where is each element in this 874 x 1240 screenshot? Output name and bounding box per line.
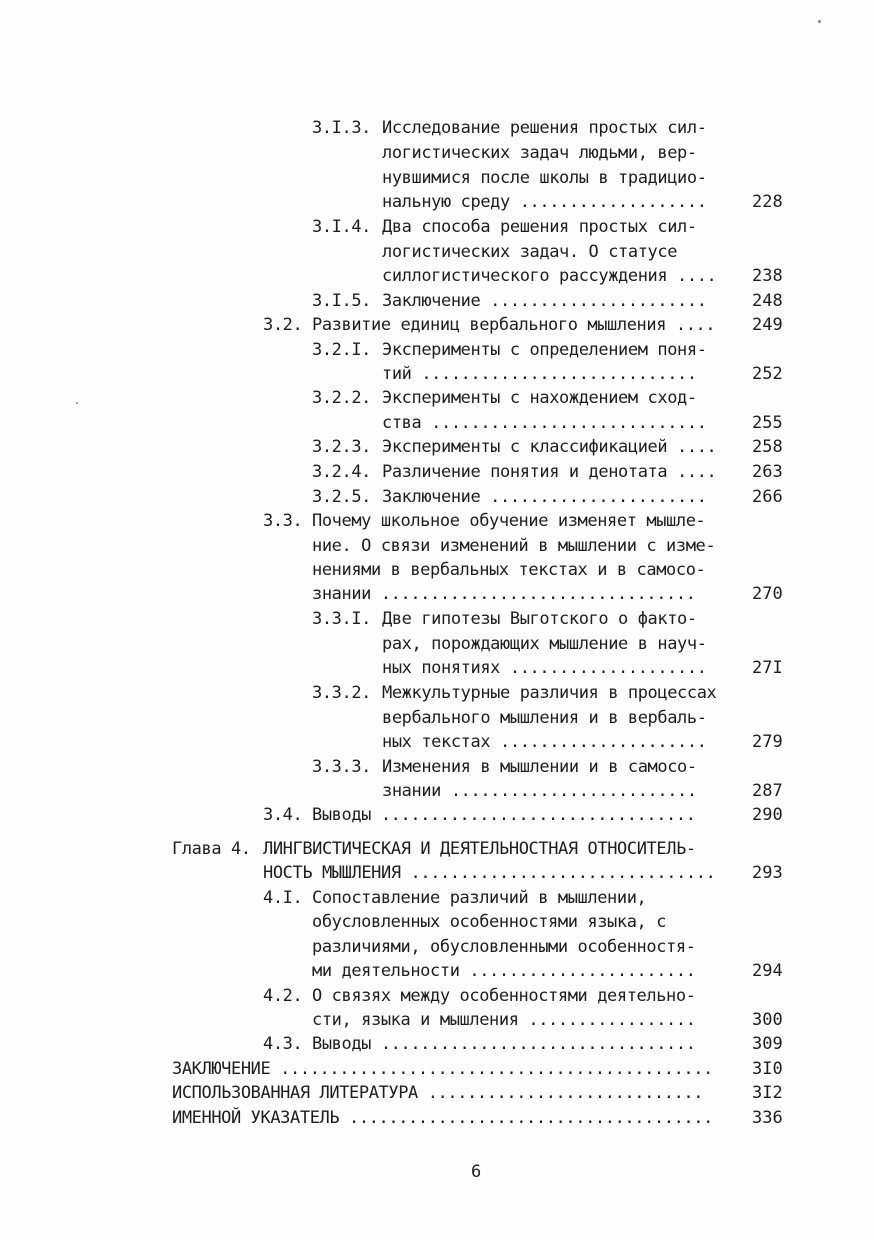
entry-title-line: Почему школьное обучение изменяет мышле- (312, 511, 706, 531)
entry-page-number: 287 (752, 781, 783, 801)
entry-title-line: Межкультурные различия в процессах (382, 683, 717, 703)
entry-title-line: О связях между особенностями деятельно- (312, 986, 696, 1006)
entry-page-number: 300 (752, 1010, 783, 1030)
entry-page-number: 248 (752, 291, 783, 311)
entry-title-line: вербального мышления и в вербаль- (382, 708, 707, 728)
entry-number: 3.I.3. (312, 118, 372, 138)
entry-title-line: Изменения в мышлении и в самосо- (382, 757, 697, 777)
entry-title-line: обусловленных особенностями языка, с (312, 912, 667, 932)
entry-number: 4.2. (263, 986, 303, 1006)
entry-title-line: нениями в вербальных текстах и в самосо- (312, 560, 706, 580)
entry-title-line: Эксперименты с классификацией .... (382, 437, 717, 457)
entry-page-number: 263 (752, 462, 783, 482)
entry-number: 3.I.4. (312, 217, 372, 237)
entry-title-line: знании ......................... (382, 781, 697, 801)
page-number: 6 (471, 1162, 482, 1182)
entry-number: 3.2. (263, 315, 303, 335)
backmatter-title: ИМЕННОЙ УКАЗАТЕЛЬ ..................................... (172, 1108, 713, 1128)
entry-title-line: Выводы ................................ (312, 805, 696, 825)
entry-title-line: силлогистического рассуждения .... (382, 266, 717, 286)
entry-title-line: различиями, обусловленными особенностя- (312, 937, 696, 957)
entry-number: 3.2.3. (312, 437, 372, 457)
entry-number: 3.3.I. (312, 609, 372, 629)
entry-number: 3.3.3. (312, 757, 372, 777)
entry-page-number: 258 (752, 437, 783, 457)
entry-page-number: 238 (752, 266, 783, 286)
entry-page-number: 252 (752, 364, 783, 384)
entry-title-line: Исследование решения простых сил- (382, 118, 707, 138)
entry-title-line: ние. О связи изменений в мышлении с изме- (312, 536, 716, 556)
entry-title-line: Выводы ................................ (312, 1034, 696, 1054)
entry-number: 3.3. (263, 511, 303, 531)
entry-page-number: 336 (752, 1108, 783, 1128)
entry-number: 3.2.I. (312, 340, 372, 360)
entry-title-line: Две гипотезы Выготского о факто- (382, 609, 697, 629)
entry-title-line: тий ............................ (382, 364, 697, 384)
entry-title-line: рах, порождающих мышление в науч- (382, 634, 707, 654)
entry-page-number: 27I (752, 658, 783, 678)
entry-page-number: 3I0 (752, 1059, 783, 1079)
entry-number: 3.2.5. (312, 487, 372, 507)
entry-number: 3.3.2. (312, 683, 372, 703)
entry-number: 3.2.4. (312, 462, 372, 482)
backmatter-title: ЗАКЛЮЧЕНИЕ ............................................ (172, 1059, 713, 1079)
entry-title-line: ми деятельности ....................... (312, 961, 696, 981)
entry-page-number: 3I2 (752, 1083, 783, 1103)
entry-page-number: 290 (752, 805, 783, 825)
entry-title-line: Два способа решения простых сил- (382, 217, 697, 237)
entry-title-line: Различение понятия и денотата .... (382, 462, 717, 482)
entry-title-line: ных понятиях .................... (382, 658, 707, 678)
entry-page-number: 293 (752, 863, 783, 883)
entry-page-number: 228 (752, 192, 783, 212)
entry-title-line: Эксперименты с определением поня- (382, 340, 707, 360)
entry-title-line: сти, языка и мышления ................. (312, 1010, 696, 1030)
entry-number: 4.3. (263, 1034, 303, 1054)
entry-number: 3.2.2. (312, 388, 372, 408)
entry-number: 3.4. (263, 805, 303, 825)
entry-title-line: логистических задач людьми, вер- (382, 143, 697, 163)
entry-title-line: Заключение ...................... (382, 291, 707, 311)
entry-page-number: 294 (752, 961, 783, 981)
entry-page-number: 270 (752, 584, 783, 604)
entry-page-number: 255 (752, 413, 783, 433)
entry-page-number: 266 (752, 487, 783, 507)
entry-title-line: Заключение ...................... (382, 487, 707, 507)
entry-title-line: нальную среду ................... (382, 192, 707, 212)
scan-speck (76, 402, 78, 404)
entry-title-line: знании ................................ (312, 584, 696, 604)
chapter-number: Глава 4. (172, 839, 251, 859)
entry-page-number: 249 (752, 315, 783, 335)
entry-title-line: логистических задач. О статусе (382, 242, 678, 262)
entry-number: 4.I. (263, 888, 303, 908)
entry-title-line: Развитие единиц вербального мышления .... (312, 315, 716, 335)
scan-speck (818, 20, 821, 23)
entry-page-number: 309 (752, 1034, 783, 1054)
backmatter-title: ИСПОЛЬЗОВАННАЯ ЛИТЕРАТУРА ............................ (172, 1083, 704, 1103)
entry-page-number: 279 (752, 732, 783, 752)
entry-title-line: ства ............................ (382, 413, 707, 433)
entry-title-line: Эксперименты с нахождением сход- (382, 388, 697, 408)
chapter-title-line: ЛИНГВИСТИЧЕСКАЯ И ДЕЯТЕЛЬНОСТНАЯ ОТНОСИТЕЛЬ- (263, 839, 696, 859)
entry-title-line: Сопоставление различий в мышлении, (312, 888, 647, 908)
chapter-title-line: НОСТЬ МЫШЛЕНИЯ ............................... (263, 863, 716, 883)
entry-title-line: ных текстах ..................... (382, 732, 707, 752)
entry-title-line: нувшимися после школы в традицио- (382, 168, 707, 188)
entry-number: 3.I.5. (312, 291, 372, 311)
